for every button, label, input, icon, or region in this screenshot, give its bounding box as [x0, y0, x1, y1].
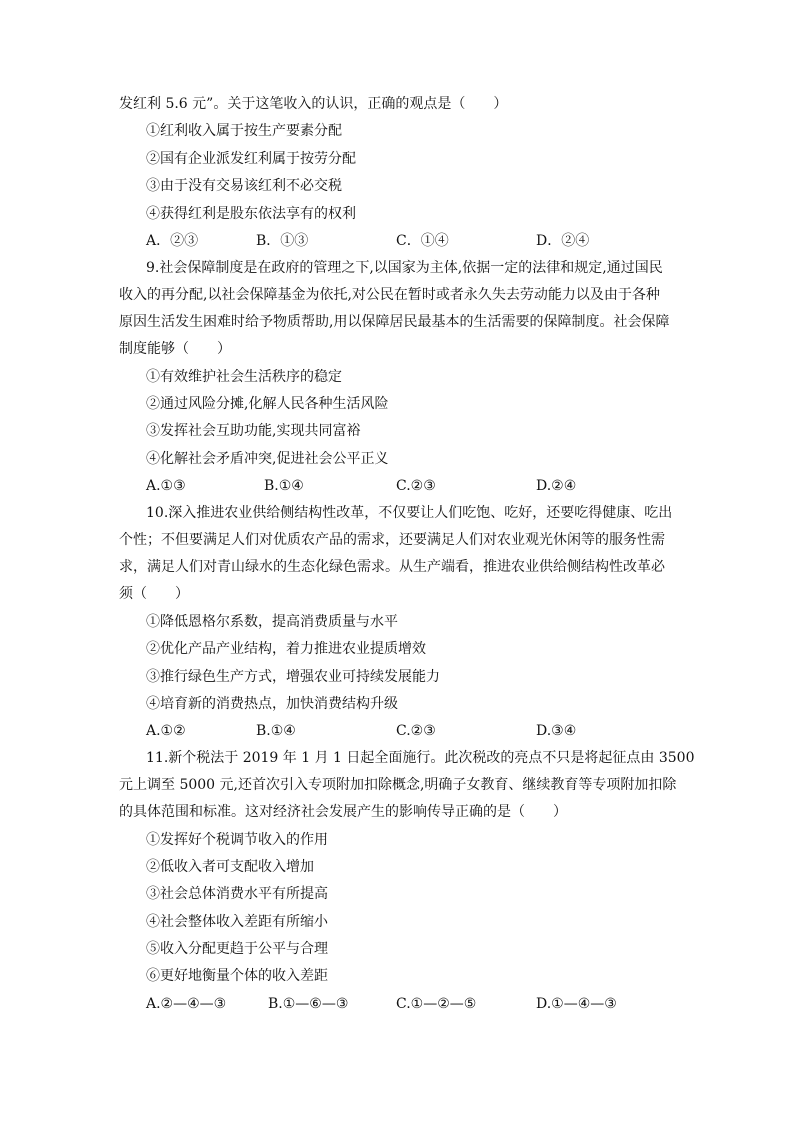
q10-stem-line-4: 须（ ） — [119, 586, 189, 602]
q11-option-5: ⑤收入分配更趋于公平与合理 — [146, 941, 328, 957]
q11-option-2: ②低收入者可支配收入增加 — [146, 859, 314, 875]
q10-option-1: ①降低恩格尔系数，提高消费质量与水平 — [146, 614, 398, 630]
q10-choice-a: A.①② — [146, 723, 186, 739]
q9-stem-line-3: 原因生活发生困难时给予物质帮助,用以保障居民最基本的生活需要的保障制度。社会保障 — [119, 314, 670, 330]
q10-option-4: ④培育新的消费热点，加快消费结构升级 — [146, 696, 398, 712]
q9-choice-c: C.②③ — [396, 478, 436, 494]
q10-stem-line-3: 求，满足人们对青山绿水的生态化绿色需求。从生产端看，推进农业供给侧结构性改革必 — [119, 559, 665, 575]
q10-stem-line-1: 10.深入推进农业供给侧结构性改革，不仅要让人们吃饱、吃好，还要吃得健康、吃出 — [146, 505, 673, 521]
q11-option-4: ④社会整体收入差距有所缩小 — [146, 914, 328, 930]
q10-choice-d: D.③④ — [536, 723, 577, 739]
q11-choice-a: A.②—④—③ — [146, 996, 227, 1012]
q11-choice-c: C.①—②—⑤ — [396, 996, 477, 1012]
q9-stem-line-2: 收入的再分配,以社会保障基金为依托,对公民在暂时或者永久失去劳动能力以及由于各种 — [119, 287, 660, 303]
q9-choice-d: D.②④ — [536, 478, 577, 494]
q9-option-1: ①有效维护社会生活秩序的稳定 — [146, 369, 342, 385]
q9-choice-b: B.①④ — [264, 478, 304, 494]
q10-option-3: ③推行绿色生产方式，增强农业可持续发展能力 — [146, 669, 440, 685]
q10-stem-line-2: 个性；不但要满足人们对优质农产品的需求，还要满足人们对农业观光休闲等的服务性需 — [119, 532, 665, 548]
q9-stem-line-4: 制度能够（ ） — [119, 341, 231, 357]
q8-choice-c: C．①④ — [396, 233, 449, 249]
q8-option-4: ④获得红利是股东依法享有的权利 — [146, 206, 356, 222]
q8-stem: 发红利 5.6 元”。关于这笔收入的认识，正确的观点是（ ） — [119, 96, 508, 112]
q8-option-2: ②国有企业派发红利属于按劳分配 — [146, 151, 356, 167]
q10-choice-c: C.②③ — [396, 723, 436, 739]
q11-stem-line-2: 元上调至 5000 元,还首次引入专项附加扣除概念,明确子女教育、继续教育等专项附加扣除 — [119, 777, 677, 793]
q11-choice-b: B.①—⑥—③ — [268, 996, 349, 1012]
q9-option-2: ②通过风险分摊,化解人民各种生活风险 — [146, 396, 389, 412]
q10-option-2: ②优化产品产业结构，着力推进农业提质增效 — [146, 641, 426, 657]
q8-choices — [0, 231, 793, 251]
q11-option-6: ⑥更好地衡量个体的收入差距 — [146, 968, 328, 984]
q8-choice-b: B．①③ — [256, 233, 309, 249]
q8-option-1: ①红利收入属于按生产要素分配 — [146, 123, 342, 139]
q11-choices — [0, 994, 793, 1014]
q8-choice-d: D．②④ — [536, 233, 590, 249]
q11-stem-line-3: 的具体范围和标准。这对经济社会发展产生的影响传导正确的是（ ） — [119, 804, 567, 820]
q8-option-3: ③由于没有交易该红利不必交税 — [146, 178, 342, 194]
q9-option-3: ③发挥社会互助功能,实现共同富裕 — [146, 423, 361, 439]
q8-choice-a: A．②③ — [146, 233, 199, 249]
q9-stem-line-1: 9.社会保障制度是在政府的管理之下,以国家为主体,依据一定的法律和规定,通过国民 — [146, 260, 663, 276]
q11-option-3: ③社会总体消费水平有所提高 — [146, 886, 328, 902]
q9-choice-a: A.①③ — [146, 478, 186, 494]
q9-option-4: ④化解社会矛盾冲突,促进社会公平正义 — [146, 451, 389, 467]
q10-choice-b: B.①④ — [256, 723, 296, 739]
q11-option-1: ①发挥好个税调节收入的作用 — [146, 832, 328, 848]
q11-stem-line-1: 11.新个税法于 2019 年 1 月 1 日起全面施行。此次税改的亮点不只是将起征点由 3500 — [146, 750, 695, 766]
q11-choice-d: D.①—④—③ — [536, 996, 617, 1012]
q9-choices — [0, 476, 793, 496]
q10-choices — [0, 721, 793, 741]
